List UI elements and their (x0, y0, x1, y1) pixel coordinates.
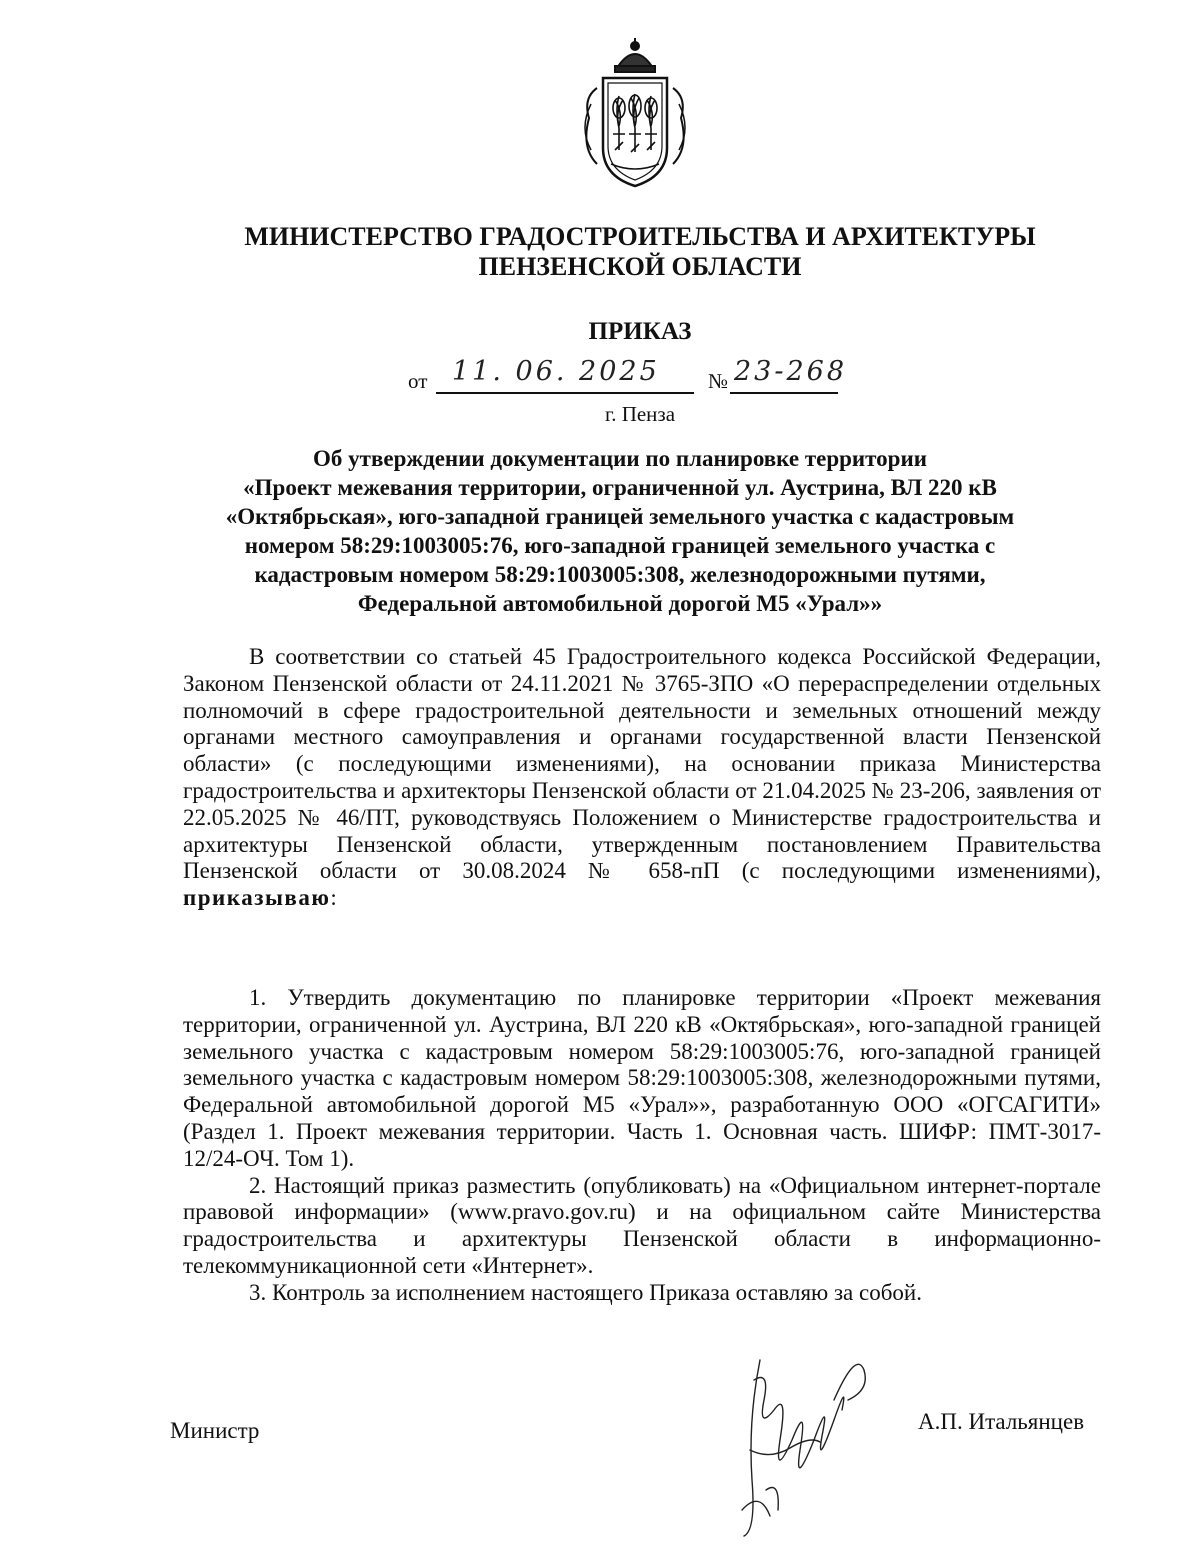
title-line: кадастровым номером 58:29:1003005:308, железнодорожными путями, (254, 562, 986, 587)
ministry-line-1: МИНИСТЕРСТВО ГРАДОСТРОИТЕЛЬСТВА И АРХИТЕКТУРЫ (244, 222, 1036, 251)
order-item: 1. Утвердить документацию по планировке территории «Проект межевания территории, ограниченной ул. Аустрина, ВЛ 220 кВ «Октябрьская», юго-западной границей земельного участка с кадастровым номером 58:29:1003005:76, юго-западной границей земельного участка с кадастровым номером 58:29:1003005:308, железнодорожными путями, Федеральной автомобильной дорогой М5 «Урал»», разработанную ООО «ОГСАГИТИ» (Раздел 1. Проект межевания территории. Часть 1. Основная часть. ШИФР: ПМТ-3017-12/24-ОЧ. Том 1). (183, 985, 1101, 1171)
signatory-position: Министр (170, 1418, 260, 1443)
number-underline (730, 392, 838, 394)
handwritten-signature (730, 1340, 880, 1540)
title-line: номером 58:29:1003005:76, юго-западной границей земельного участка с (244, 533, 996, 558)
preamble-paragraph (183, 644, 1101, 912)
date-prefix: от (408, 369, 428, 393)
preamble-text: В соответствии со статьей 45 Градостроительного кодекса Российской Федерации, Законом Пензенской области от 24.11.2021 № 3765-ЗПО «О перераспределении отдельных полномочий в сфере градостроительной деятельности и земельных отношений между органами местного самоуправления и органами государственной власти Пензенской области» (с последующими изменениями), на основании приказа Министерства градостроительства и архитекторы Пензенской области от 21.04.2025 № 23-206, заявления от 22.05.2025 № 46/ПТ, руководствуясь Положением о Министерстве градостроительства и архитектуры Пензенской области, утвержденным постановлением Правительства Пензенской области от 30.08.2024 № 658-пП (с последующими изменениями), (183, 644, 1101, 884)
order-items (183, 985, 1101, 1307)
document-type: ПРИКАЗ (588, 318, 692, 345)
date-underline (436, 392, 694, 394)
order-item: 3. Контроль за исполнением настоящего Приказа оставляю за собой. (249, 1279, 922, 1305)
city: г. Пенза (604, 402, 676, 426)
number-value: 23-268 (734, 356, 848, 387)
ministry-heading (140, 222, 1140, 282)
order-title (180, 444, 1060, 618)
order-word: приказываю (183, 885, 331, 911)
title-line: Федеральной автомобильной дорогой М5 «Урал»» (357, 591, 883, 616)
coat-of-arms-emblem (575, 38, 695, 188)
order-colon: : (330, 885, 337, 911)
title-line: «Проект межевания территории, ограниченной ул. Аустрина, ВЛ 220 кВ (243, 475, 997, 500)
signatory-name: А.П. Итальянцев (918, 1409, 1085, 1434)
date-value: 11. 06. 2025 (452, 356, 660, 387)
ministry-line-2: ПЕНЗЕНСКОЙ ОБЛАСТИ (478, 252, 802, 281)
title-line: Об утверждении документации по планировке территории (313, 446, 927, 471)
number-prefix: № (708, 369, 729, 393)
order-item: 2. Настоящий приказ разместить (опубликовать) на «Официальном интернет-портале правовой информации» (www.pravo.gov.ru) и на официальном сайте Министерства градостроительства и архитектуры Пензенской области в информационно-телекоммуникационной сети «Интернет». (183, 1172, 1101, 1278)
title-line: «Октябрьская», юго-западной границей земельного участка с кадастровым (225, 504, 1015, 529)
